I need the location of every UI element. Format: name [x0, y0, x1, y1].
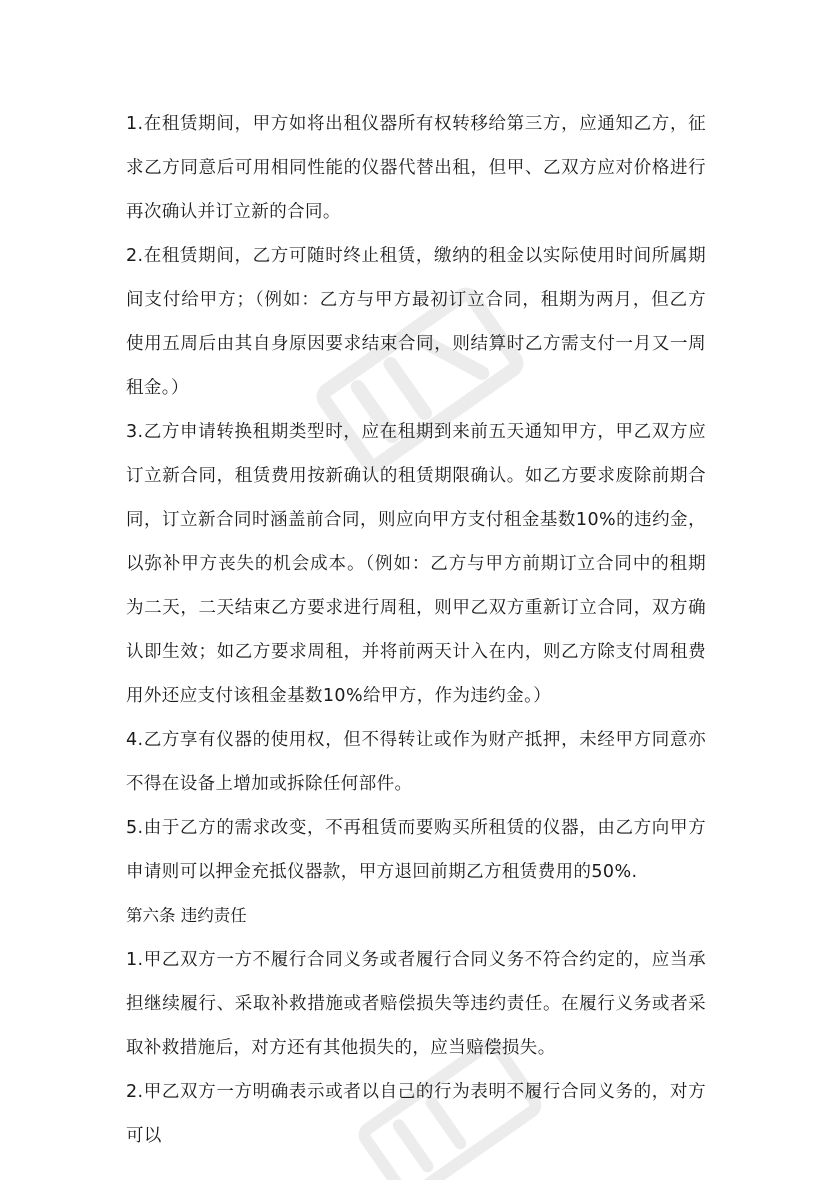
clause-3: 3.乙方申请转换租期类型时，应在租期到来前五天通知甲方，甲乙双方应订立新合同，租赁费用按新确认的租赁期限确认。如乙方要求废除前期合同，订立新合同时涵盖前合同，则应向甲方支付租金基数10%的违约金，以弥补甲方丧失的机会成本。（例如：乙方与甲方前期订立合同中的租期为二天，二天结束乙方要求进行周租，则甲乙双方重新订立合同，双方确认即生效；如乙方要求周租，并将前两天计入在内，则乙方除支付周租费用外还应支付该租金基数10%给甲方，作为违约金。）	[126, 422, 706, 706]
liability-clause-2: 2.甲乙双方一方明确表示或者以自己的行为表明不履行合同义务的，对方可以	[126, 1082, 706, 1146]
clause-1: 1.在租赁期间，甲方如将出租仪器所有权转移给第三方，应通知乙方，征求乙方同意后可用相同性能的仪器代替出租，但甲、乙双方应对价格进行再次确认并订立新的合同。	[126, 114, 706, 222]
clause-2: 2.在租赁期间，乙方可随时终止租赁，缴纳的租金以实际使用时间所属期间支付给甲方；（例如：乙方与甲方最初订立合同，租期为两月，但乙方使用五周后由其自身原因要求结束合同，则结算时乙方需支付一月又一周租金。）	[126, 246, 706, 398]
section-title: 第六条 违约责任	[126, 906, 247, 925]
clause-4: 4.乙方享有仪器的使用权，但不得转让或作为财产抵押，未经甲方同意亦不得在设备上增加或拆除任何部件。	[126, 730, 706, 794]
clause-5: 5.由于乙方的需求改变，不再租赁而要购买所租赁的仪器，由乙方向甲方申请则可以押金充抵仪器款，甲方退回前期乙方租赁费用的50%.	[126, 818, 706, 882]
liability-clause-1: 1.甲乙双方一方不履行合同义务或者履行合同义务不符合约定的，应当承担继续履行、采取补救措施或者赔偿损失等违约责任。在履行义务或者采取补救措施后，对方还有其他损失的，应当赔偿损失。	[126, 950, 706, 1058]
document-body	[126, 102, 706, 1158]
